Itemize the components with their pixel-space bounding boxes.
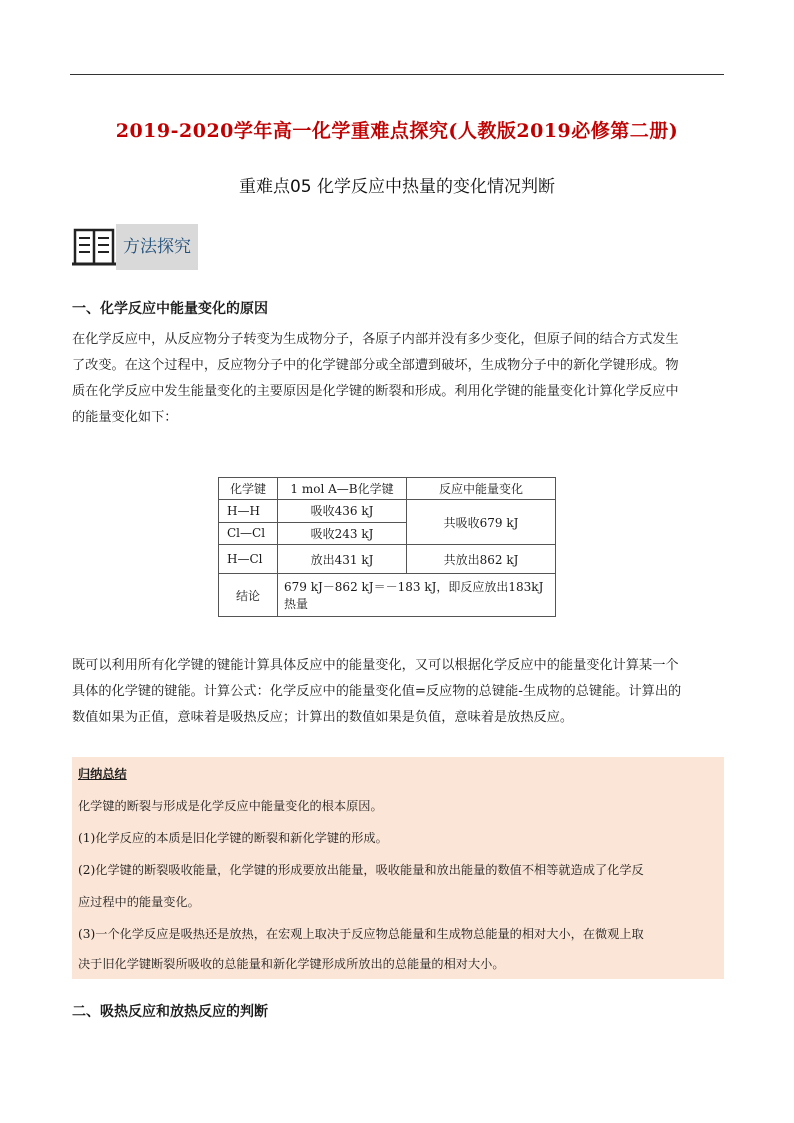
energy-cell: 放出431 kJ [278,545,407,574]
table-header-cell: 反应中能量变化 [407,478,556,500]
conclusion-cell: 679 kJ－862 kJ＝－183 kJ，即反应放出183kJ热量 [278,574,556,617]
energy-cell: 吸收243 kJ [278,522,407,545]
document-subtitle: 重难点05 化学反应中热量的变化情况判断 [238,177,556,197]
summary-box [72,757,724,979]
summary-line: (1)化学反应的本质是旧化学键的断裂和新化学键的形成。 [78,831,388,845]
header-rule [70,74,724,75]
bond-cell: H—Cl [219,545,278,574]
table-header-cell: 1 mol A—B化学键 [278,478,407,500]
bond-energy-table [218,477,556,617]
summary-title: 归纳总结 [78,767,127,781]
energy-cell: 吸收436 kJ [278,500,407,523]
table-header-row [219,478,556,500]
paragraph-line: 质在化学反应中发生能量变化的主要原因是化学键的断裂和形成。利用化学键的能量变化计算化学反应中 [72,384,679,399]
paragraph-line: 在化学反应中，从反应物分子转变为生成物分子，各原子内部并没有多少变化，但原子间的结合方式发生 [72,332,679,347]
paragraph-line: 了改变。在这个过程中，反应物分子中的化学键部分或全部遭到破坏，生成物分子中的新化学键形成。物 [72,358,679,373]
conclusion-label-cell: 结论 [219,574,278,617]
paragraph-line: 数值如果为正值，意味着是吸热反应；计算出的数值如果是负值，意味着是放热反应。 [72,710,574,725]
formula-paragraph [72,653,724,731]
summary-line: (3)一个化学反应是吸热还是放热，在宏观上取决于反应物总能量和生成物总能量的相对大小，在微观上取 [78,927,644,941]
table-row [219,574,556,617]
document-title: 2019-2020学年高一化学重难点探究(人教版2019必修第二册) [115,120,679,142]
section1-paragraph [72,327,724,431]
section1-heading: 一、化学反应中能量变化的原因 [72,301,268,317]
total-release-cell: 共放出862 kJ [407,545,556,574]
section2-heading: 二、吸热反应和放热反应的判断 [72,1004,268,1020]
summary-line: 决于旧化学键断裂所吸收的总能量和新化学键形成所放出的总能量的相对大小。 [78,957,505,971]
paragraph-line: 的能量变化如下： [72,410,178,425]
summary-line: 应过程中的能量变化。 [78,895,200,909]
banner-label: 方法探究 [116,224,198,270]
bond-cell: Cl—Cl [219,522,278,545]
table-row [219,500,556,523]
bond-cell: H—H [219,500,278,523]
table-row [219,545,556,574]
total-absorb-cell: 共吸收679 kJ [407,500,556,545]
summary-line: (2)化学键的断裂吸收能量，化学键的形成要放出能量，吸收能量和放出能量的数值不相等就造成了化学反 [78,863,644,877]
summary-line: 化学键的断裂与形成是化学反应中能量变化的根本原因。 [78,799,383,813]
table-header-cell: 化学键 [219,478,278,500]
paragraph-line: 既可以利用所有化学键的键能计算具体反应中的能量变化，又可以根据化学反应中的能量变化计算某一个 [72,658,679,673]
paragraph-line: 具体的化学键的键能。计算公式：化学反应中的能量变化值=反应物的总键能-生成物的总键能。计算出的 [72,684,682,699]
book-icon [72,226,116,268]
